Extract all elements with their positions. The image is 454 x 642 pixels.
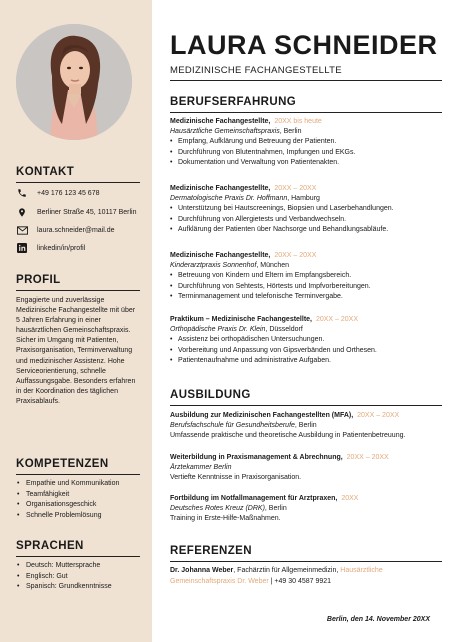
list-item: • Spanisch: Grundkenntnisse (16, 582, 146, 593)
contact-heading: KONTAKT (16, 166, 140, 183)
list-item: • Betreuung von Kindern und Eltern im Empfangsbereich. (170, 271, 450, 281)
job-entry (170, 251, 450, 302)
email-text[interactable]: laura.schneider@mail.de (37, 226, 115, 234)
job-title: Medizinische Fachangestellte, (170, 185, 271, 192)
list-item: • Empfang, Aufklärung und Betreuung der Patienten. (170, 137, 450, 147)
reference-role: , Fachärztin für Allgemeinmedizin, (233, 567, 341, 574)
list-item: • Dokumentation und Verwaltung von Patientenakten. (170, 158, 450, 168)
job-entry (170, 315, 450, 366)
title-divider (170, 80, 442, 81)
profile-heading: PROFIL (16, 274, 140, 291)
list-item: • Empathie und Kommunikation (16, 479, 146, 490)
reference-entry (170, 566, 442, 588)
linkedin-icon (16, 242, 28, 254)
linkedin-text[interactable]: linkedin/in/profil (37, 244, 86, 252)
education-date: 20XX – 20XX (357, 412, 400, 419)
signoff-date: Berlin, den 14. November 20XX (326, 616, 430, 623)
list-item: • Organisationsgeschick (16, 500, 146, 511)
list-item: • Durchführung von Allergietests und Verbandwechseln. (170, 215, 450, 225)
reference-name: Dr. Johanna Weber (170, 567, 234, 574)
job-city: , Berlin (279, 128, 302, 136)
sidebar (0, 0, 152, 642)
envelope-icon (16, 224, 28, 236)
profile-text: Engagierte und zuverlässige Medizinische Fachangestellte mit über 5 Jahren Erfahrung in einer hausärztlichen Gemeinschaftspraxis. Sicher im Umgang mit Patienten, Praxisorganisation, Terminverwaltung und medizinischer Assistenz. Hohe Serviceorientierung, schnelle Auffassungsgabe. Besonders erfahren in der Koordination des täglichen Praxisablaufs. (16, 297, 136, 405)
list-item: • Patientenaufnahme und administrative Aufgaben. (170, 356, 450, 366)
education-desc: Training in Erste-Hilfe-Maßnahmen. (170, 515, 281, 523)
list-item: • Schnelle Problemlösung (16, 511, 146, 522)
education-entry (170, 411, 450, 442)
location-pin-icon (16, 206, 28, 218)
job-date: 20XX bis heute (274, 118, 322, 125)
skills-list (16, 479, 146, 522)
job-org: Dermatologische Praxis Dr. Hoffmann (170, 195, 288, 203)
job-city: , Hamburg (287, 195, 320, 203)
education-org: Deutsches Rotes Kreuz (DRK) (170, 505, 265, 513)
job-city: , Düsseldorf (265, 326, 303, 334)
list-item: • Assistenz bei orthopädischen Untersuchungen. (170, 335, 450, 345)
education-title: Fortbildung im Notfallmanagement für Arztpraxen, (170, 495, 338, 502)
job-subtitle: MEDIZINISCHE FACHANGESTELLTE (170, 65, 342, 76)
languages-list (16, 561, 146, 593)
job-org: Kinderarztpraxis Sonnenhof (170, 262, 257, 270)
profile-photo (16, 24, 132, 140)
contact-email (16, 223, 146, 237)
education-date: 20XX (341, 495, 359, 502)
education-city: , Berlin (264, 505, 287, 513)
education-date: 20XX – 20XX (346, 454, 389, 461)
list-item: • Englisch: Gut (16, 572, 146, 583)
list-item: • Deutsch: Muttersprache (16, 561, 146, 572)
job-title: Praktikum – Medizinische Fachangestellte, (170, 316, 312, 323)
phone-text: +49 176 123 45 678 (37, 189, 100, 197)
education-desc: Vertiefte Kenntnisse in Praxisorganisation. (170, 474, 302, 482)
experience-heading: BERUFSERFAHRUNG (170, 96, 442, 113)
list-item: • Teamfähigkeit (16, 490, 146, 501)
contact-linkedin (16, 241, 146, 255)
languages-heading: SPRACHEN (16, 540, 140, 557)
list-item: • Durchführung von Sehtests, Hörtests und Impfvorbereitungen. (170, 282, 450, 292)
job-org: Hausärztliche Gemeinschaftspraxis (170, 128, 280, 136)
address-text: Berliner Straße 45, 10117 Berlin (37, 208, 137, 216)
list-item: • Unterstützung bei Hautscreenings, Biopsien und Laserbehandlungen. (170, 204, 450, 214)
job-entry (170, 117, 450, 168)
education-entry (170, 453, 450, 484)
list-item: • Terminmanagement und telefonische Terminvergabe. (170, 292, 450, 302)
job-date: 20XX – 20XX (315, 316, 358, 323)
references-heading: REFERENZEN (170, 545, 442, 562)
job-entry (170, 184, 450, 235)
skills-heading: KOMPETENZEN (16, 458, 140, 475)
education-title: Ausbildung zur Medizinischen Fachangestellten (MFA), (170, 412, 354, 419)
job-title: Medizinische Fachangestellte, (170, 252, 271, 259)
education-entry (170, 494, 450, 525)
phone-icon (16, 187, 28, 199)
job-title: Medizinische Fachangestellte, (170, 118, 271, 125)
job-city: , München (256, 262, 290, 270)
list-item: • Vorbereitung und Anpassung von Gipsverbänden und Orthesen. (170, 346, 450, 356)
job-date: 20XX – 20XX (274, 185, 317, 192)
education-org: Berufsfachschule für Gesundheitsberufe (170, 422, 295, 430)
page-title: LAURA SCHNEIDER (170, 30, 438, 60)
education-title: Weiterbildung in Praxismanagement & Abrechnung, (170, 454, 343, 461)
main-content (152, 0, 454, 642)
education-desc: Umfassende praktische und theoretische Ausbildung in Patientenbetreuung. (170, 432, 406, 440)
job-date: 20XX – 20XX (274, 252, 317, 259)
education-city: , Berlin (294, 422, 317, 430)
job-org: Orthopädische Praxis Dr. Klein (170, 326, 266, 334)
list-item: • Durchführung von Blutentnahmen, Impfungen und EKGs. (170, 148, 450, 158)
education-heading: AUSBILDUNG (170, 389, 442, 406)
contact-address (16, 205, 146, 219)
list-item: • Aufklärung der Patienten über Nachsorge und Behandlungsabläufe. (170, 225, 450, 235)
reference-phone: | +49 30 4587 9921 (268, 577, 332, 585)
contact-phone (16, 186, 146, 200)
reference-practice: Hausärztliche Gemeinschaftspraxis Dr. Weber (170, 567, 383, 585)
education-org: Ärztekammer Berlin (170, 464, 232, 472)
